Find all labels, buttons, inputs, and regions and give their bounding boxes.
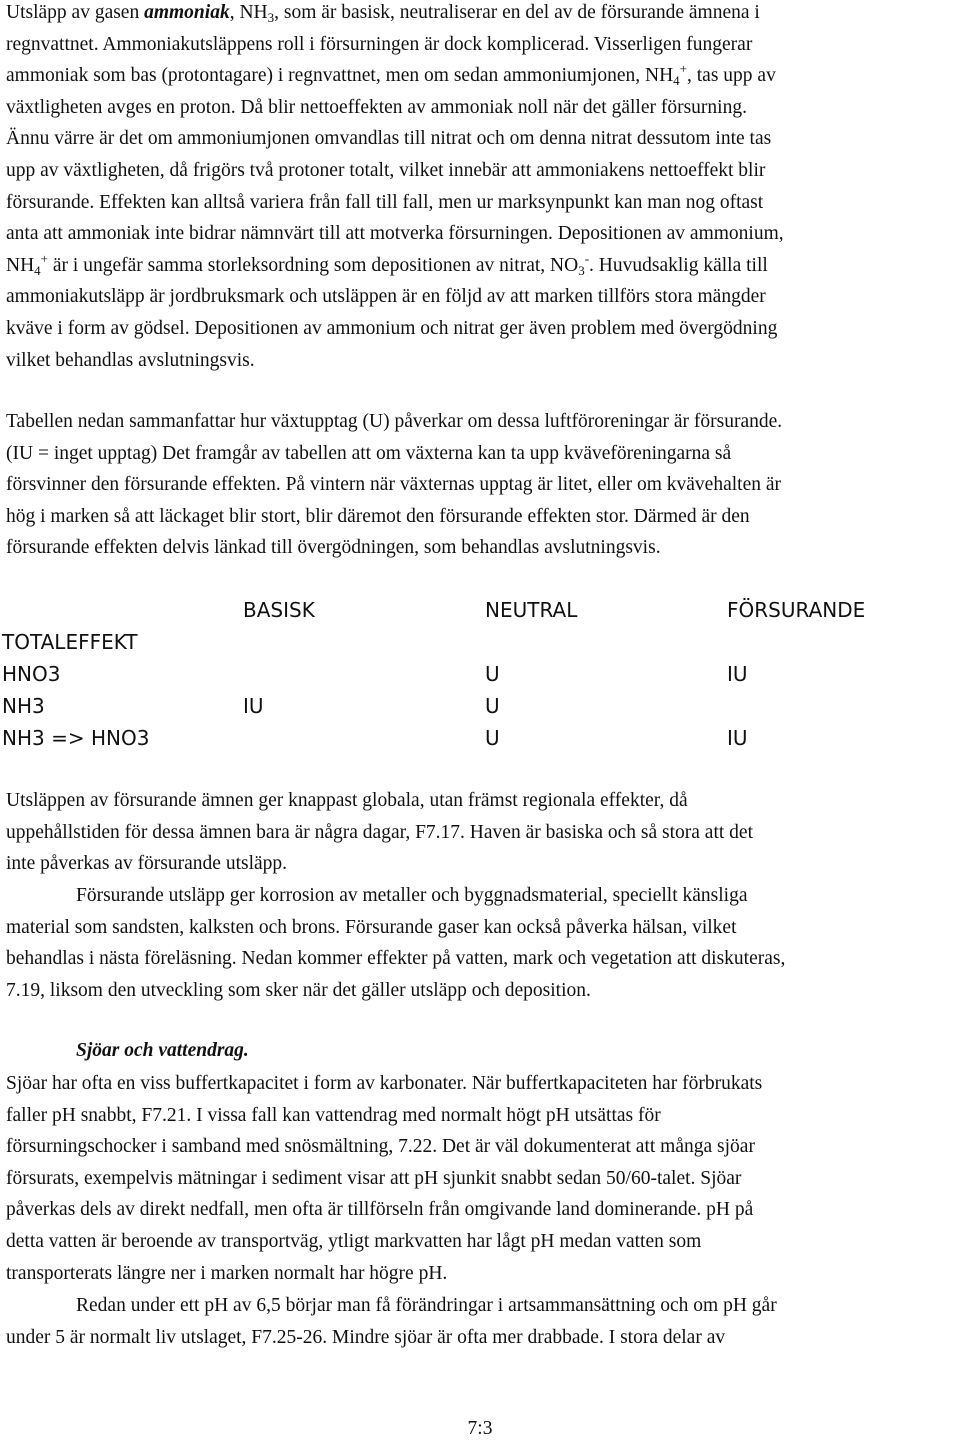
text-span: ammoniak som bas (protontagare) i regnvattnet, men om sedan ammoniumjonen, NH xyxy=(6,65,674,87)
table-header-cell: FÖRSURANDE xyxy=(727,598,866,622)
text-line: Försurande utsläpp ger korrosion av metaller och byggnadsmaterial, speciellt känsliga xyxy=(76,885,748,906)
text-line: hög i marken så att läckaget blir stort, blir däremot den försurande effekten stor. Därmed är den xyxy=(6,505,750,527)
text-line: påverkas dels av direkt nedfall, men ofta är tillförseln från omgivande land dominerande. pH på xyxy=(6,1199,754,1221)
subscript: 4 xyxy=(673,73,680,89)
text-line: ammoniakutsläpp är jordbruksmark och utsläppen är en följd av att marken tillförs stora mängder xyxy=(6,286,766,308)
text-line: försurats, exempelvis mätningar i sediment visar att pH sjunkit snabbt sedan 50/60-talet. Sjöar xyxy=(6,1167,742,1189)
table-cell: U xyxy=(485,726,500,750)
text-line: försurningschocker i samband med snösmältning, 7.22. Det är väl dokumenterat att många sjöar xyxy=(6,1136,755,1158)
text-line: under 5 är normalt liv utslaget, F7.25-26. Mindre sjöar är ofta mer drabbade. I stora delar av xyxy=(6,1326,726,1348)
text-line: växtligheten avges en proton. Då blir nettoeffekten av ammoniak noll när det gäller försurning. xyxy=(6,96,747,118)
text-line: inte påverkas av försurande utsläpp. xyxy=(6,853,288,875)
table-cell: IU xyxy=(243,694,264,718)
text-span: Utsläpp av gasen xyxy=(6,2,145,23)
text-line xyxy=(6,250,954,282)
text-line: anta att ammoniak inte bidrar nämnvärt till att motverka försurningen. Depositionen av ammonium, xyxy=(6,223,784,245)
superscript: + xyxy=(40,250,49,266)
table-cell: IU xyxy=(727,662,748,686)
text-line: försurande. Effekten kan alltså variera från fall till fall, men ur marksynpunkt kan man nog oftast xyxy=(6,191,764,213)
text-line: Utsläppen av försurande ämnen ger knappast globala, utan främst regionala effekter, då xyxy=(6,790,688,811)
text-line: faller pH snabbt, F7.21. I vissa fall kan vattendrag med normalt högt pH utsättas för xyxy=(6,1104,661,1126)
table-cell: NH3 xyxy=(2,694,45,718)
text-span: . Huvudsaklig källa till xyxy=(589,254,768,276)
subscript: 3 xyxy=(578,262,585,278)
superscript: + xyxy=(679,61,688,77)
table-row xyxy=(0,658,960,690)
table-cell: IU xyxy=(727,726,748,750)
paragraph-ph xyxy=(6,1290,954,1353)
text-span: , som är basisk, neutraliserar en del av de försurande ämnena i xyxy=(274,2,760,23)
superscript: - xyxy=(584,250,590,266)
table-row xyxy=(0,722,960,754)
text-line: regnvattnet. Ammoniakutsläppens roll i försurningen är dock komplicerad. Visserligen fungerar xyxy=(6,33,753,55)
text-line xyxy=(6,60,954,92)
text-line: Tabellen nedan sammanfattar hur växtupptag (U) påverkar om dessa luftföroreningar är försurande. xyxy=(6,411,783,432)
text-line: Sjöar har ofta en viss buffertkapacitet i form av karbonater. När buffertkapaciteten har förbrukats xyxy=(6,1073,763,1094)
text-span: NH xyxy=(6,254,35,276)
table-cell: U xyxy=(485,694,500,718)
text-line: upp av växtligheten, då frigörs två protoner totalt, vilket innebär att ammoniakens nettoeffekt blir xyxy=(6,159,766,181)
text-span: , NH xyxy=(229,2,268,23)
table-header-row xyxy=(0,594,960,626)
subscript: 3 xyxy=(267,10,275,25)
text-line: 7.19, liksom den utveckling som sker när det gäller utsläpp och deposition. xyxy=(6,979,591,1001)
paragraph-tabellen xyxy=(6,406,954,564)
paragraph-sjoar xyxy=(6,1068,954,1289)
emphasis-text: ammoniak xyxy=(144,2,230,23)
text-line: försurande effekten delvis länkad till övergödningen, som behandlas avslutningsvis. xyxy=(6,537,661,559)
text-span: är i ungefär samma storleksordning som depositionen av nitrat, NO xyxy=(48,254,579,276)
text-line xyxy=(6,0,954,29)
table-header-cell: NEUTRAL xyxy=(485,598,578,622)
table-cell: TOTALEFFEKT xyxy=(2,630,138,654)
paragraph-korrosion xyxy=(6,880,954,1006)
page-number: 7:3 xyxy=(467,1418,493,1439)
subscript: 4 xyxy=(34,262,41,278)
table-row xyxy=(0,626,960,658)
text-line: detta vatten är beroende av transportväg, ytligt markvatten har lågt pH medan vatten som xyxy=(6,1230,702,1252)
text-line: försvinner den försurande effekten. På vintern när växternas upptag är litet, eller om kvävehalten är xyxy=(6,474,782,496)
uptake-table xyxy=(0,594,960,754)
table-header-cell: BASISK xyxy=(243,598,315,622)
text-line: Redan under ett pH av 6,5 börjar man få förändringar i artsammansättning och om pH går xyxy=(76,1295,777,1316)
text-line: Ännu värre är det om ammoniumjonen omvandlas till nitrat och om denna nitrat dessutom inte tas xyxy=(6,128,772,150)
text-line: material som sandsten, kalksten och brons. Försurande gaser kan också påverka hälsan, vilket xyxy=(6,916,737,938)
text-line: behandlas i nästa föreläsning. Nedan kommer effekter på vatten, mark och vegetation att diskuteras, xyxy=(6,948,786,970)
table-cell: U xyxy=(485,662,500,686)
text-span: , tas upp av xyxy=(687,65,776,87)
text-line: (IU = inget upptag) Det framgår av tabellen att om växterna kan ta upp kväveföreningarna så xyxy=(6,442,732,464)
text-line: transporterats längre ner i marken normalt har högre pH. xyxy=(6,1262,448,1284)
table-row xyxy=(0,690,960,722)
paragraph-utslappen xyxy=(6,785,954,880)
section-heading: Sjöar och vattendrag. xyxy=(76,1040,249,1061)
table-cell: HNO3 xyxy=(2,662,61,686)
paragraph-ammoniak xyxy=(6,0,954,376)
text-line: kväve i form av gödsel. Depositionen av ammonium och nitrat ger även problem med övergödning xyxy=(6,317,778,339)
text-line: vilket behandlas avslutningsvis. xyxy=(6,349,255,371)
table-cell: NH3 => HNO3 xyxy=(2,726,150,750)
text-line: uppehållstiden för dessa ämnen bara är några dagar, F7.17. Haven är basiska och så stora att det xyxy=(6,821,753,843)
